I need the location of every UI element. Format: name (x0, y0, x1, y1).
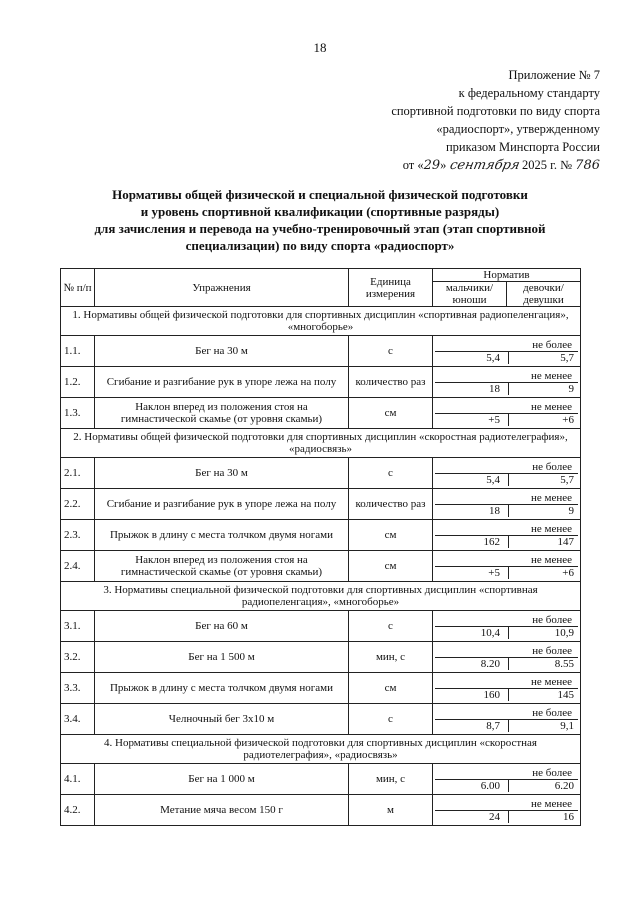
header-norm: Норматив (433, 269, 581, 282)
row-number: 1.2. (61, 367, 95, 398)
norm-qualifier: не более (435, 339, 578, 352)
boys-value: 162 (435, 536, 509, 548)
girls-value: 6.20 (554, 779, 574, 792)
norm-values (435, 505, 578, 517)
table-row (61, 458, 581, 489)
row-number: 2.3. (61, 520, 95, 551)
unit-cell: мин, с (349, 642, 433, 673)
girls-value: +6 (562, 566, 574, 579)
row-number: 3.1. (61, 611, 95, 642)
appendix-line: Приложение № 7 (508, 68, 600, 82)
unit-cell: см (349, 520, 433, 551)
exercise-name: Наклон вперед из положения стоя на гимнастической скамье (от уровня скамьи) (95, 398, 349, 429)
exercise-name: Бег на 60 м (95, 611, 349, 642)
girls-value: 9 (568, 382, 574, 395)
norm-cell (433, 764, 581, 795)
girls-value: 9 (568, 504, 574, 517)
norm-cell (433, 673, 581, 704)
norm-qualifier: не более (435, 707, 578, 720)
boys-value: 8.20 (435, 658, 509, 670)
exercise-name: Прыжок в длину с места толчком двумя ногами (95, 673, 349, 704)
date-prefix: от « (402, 158, 424, 172)
norm-values (435, 352, 578, 364)
row-number: 4.2. (61, 795, 95, 826)
appendix-date-line (340, 156, 600, 175)
appendix-block (340, 66, 600, 175)
row-number: 1.3. (61, 398, 95, 429)
header-unit: Единица измерения (349, 269, 433, 307)
table-row (61, 795, 581, 826)
table-row (61, 367, 581, 398)
appendix-line: приказом Минспорта России (445, 140, 600, 154)
section-title: 3. Нормативы специальной физической подготовки для спортивных дисциплин «спортивная радиопеленгация», «многоборье» (61, 582, 581, 611)
section-row (61, 429, 581, 458)
row-number: 2.2. (61, 489, 95, 520)
norm-values (435, 811, 578, 823)
table-row (61, 520, 581, 551)
unit-cell: см (349, 673, 433, 704)
table-row (61, 551, 581, 582)
header-num: № п/п (61, 269, 95, 307)
unit-cell: см (349, 551, 433, 582)
norm-qualifier: не менее (435, 401, 578, 414)
row-number: 3.2. (61, 642, 95, 673)
exercise-name: Бег на 30 м (95, 458, 349, 489)
norm-values (435, 689, 578, 701)
section-row (61, 307, 581, 336)
norm-qualifier: не более (435, 645, 578, 658)
appendix-line: «радиоспорт», утвержденному (436, 122, 600, 136)
norm-qualifier: не более (435, 614, 578, 627)
norm-values (435, 567, 578, 579)
row-number: 2.4. (61, 551, 95, 582)
date-sep: » (440, 158, 447, 172)
girls-value: +6 (562, 413, 574, 426)
boys-value: 8,7 (435, 720, 509, 732)
boys-value: 6.00 (435, 780, 509, 792)
section-row (61, 735, 581, 764)
row-number: 1.1. (61, 336, 95, 367)
handwritten-month: сентября (448, 158, 521, 173)
standards-table (60, 268, 581, 826)
exercise-name: Метание мяча весом 150 г (95, 795, 349, 826)
norm-qualifier: не менее (435, 554, 578, 567)
row-number: 2.1. (61, 458, 95, 489)
table-row (61, 489, 581, 520)
row-number: 4.1. (61, 764, 95, 795)
boys-value: 5,4 (435, 352, 509, 364)
boys-value: +5 (435, 414, 509, 426)
table-row (61, 764, 581, 795)
exercise-name: Бег на 1 500 м (95, 642, 349, 673)
boys-value: 18 (435, 383, 509, 395)
document-title (40, 186, 600, 254)
girls-value: 5,7 (560, 473, 574, 486)
norm-cell (433, 336, 581, 367)
boys-value: 10,4 (435, 627, 509, 639)
norm-qualifier: не менее (435, 370, 578, 383)
year-text: 2025 г. № (522, 158, 573, 172)
header-exercise: Упражнения (95, 269, 349, 307)
unit-cell: с (349, 704, 433, 735)
exercise-name: Сгибание и разгибание рук в упоре лежа на полу (95, 367, 349, 398)
girls-value: 9,1 (560, 719, 574, 732)
unit-cell: с (349, 336, 433, 367)
norm-cell (433, 489, 581, 520)
norm-values (435, 658, 578, 670)
table-row (61, 704, 581, 735)
unit-cell: количество раз (349, 367, 433, 398)
exercise-name: Наклон вперед из положения стоя на гимнастической скамье (от уровня скамьи) (95, 551, 349, 582)
norm-cell (433, 642, 581, 673)
boys-value: 5,4 (435, 474, 509, 486)
boys-value: 18 (435, 505, 509, 517)
girls-value: 16 (563, 810, 574, 823)
table-row (61, 398, 581, 429)
unit-cell: м (349, 795, 433, 826)
table-row (61, 611, 581, 642)
norm-cell (433, 398, 581, 429)
appendix-line: спортивной подготовки по виду спорта (391, 104, 600, 118)
section-row (61, 582, 581, 611)
title-line: и уровень спортивной квалификации (спортивные разряды) (140, 204, 500, 219)
norm-cell (433, 520, 581, 551)
title-line: для зачисления и перевода на учебно-тренировочный этап (этап спортивной (94, 221, 546, 236)
header-girls: девочки/ девушки (507, 282, 581, 307)
girls-value: 145 (557, 688, 574, 701)
norm-qualifier: не более (435, 461, 578, 474)
handwritten-day: 29 (423, 158, 441, 173)
exercise-name: Сгибание и разгибание рук в упоре лежа на полу (95, 489, 349, 520)
appendix-line: к федеральному стандарту (458, 86, 600, 100)
table-row (61, 336, 581, 367)
norm-values (435, 383, 578, 395)
exercise-name: Прыжок в длину с места толчком двумя ногами (95, 520, 349, 551)
norm-cell (433, 367, 581, 398)
unit-cell: с (349, 611, 433, 642)
exercise-name: Бег на 1 000 м (95, 764, 349, 795)
title-line: Нормативы общей физической и специальной физической подготовки (112, 187, 528, 202)
girls-value: 10,9 (554, 626, 574, 639)
norm-values (435, 474, 578, 486)
title-line: специализации) по виду спорта «радиоспорт» (185, 238, 455, 253)
girls-value: 147 (557, 535, 574, 548)
exercise-name: Челночный бег 3х10 м (95, 704, 349, 735)
norm-qualifier: не менее (435, 676, 578, 689)
norm-values (435, 720, 578, 732)
norm-cell (433, 458, 581, 489)
section-title: 4. Нормативы специальной физической подготовки для спортивных дисциплин «скоростная радиотелеграфия», «радиосвязь» (61, 735, 581, 764)
unit-cell: количество раз (349, 489, 433, 520)
norm-cell (433, 551, 581, 582)
norm-cell (433, 795, 581, 826)
boys-value: 160 (435, 689, 509, 701)
norm-values (435, 536, 578, 548)
section-title: 2. Нормативы общей физической подготовки для спортивных дисциплин «скоростная радиотелеграфия», «радиосвязь» (61, 429, 581, 458)
header-boys: мальчики/ юноши (433, 282, 507, 307)
table-row (61, 673, 581, 704)
unit-cell: см (349, 398, 433, 429)
norm-values (435, 780, 578, 792)
row-number: 3.4. (61, 704, 95, 735)
norm-values (435, 414, 578, 426)
norm-cell (433, 611, 581, 642)
page-number: 18 (313, 40, 327, 55)
section-title: 1. Нормативы общей физической подготовки для спортивных дисциплин «спортивная радиопеленгация», «многоборье» (61, 307, 581, 336)
row-number: 3.3. (61, 673, 95, 704)
girls-value: 8.55 (554, 657, 574, 670)
table-row (61, 642, 581, 673)
boys-value: +5 (435, 567, 509, 579)
exercise-name: Бег на 30 м (95, 336, 349, 367)
norm-qualifier: не менее (435, 492, 578, 505)
unit-cell: мин, с (349, 764, 433, 795)
norm-qualifier: не менее (435, 523, 578, 536)
handwritten-order-number: 786 (575, 158, 600, 173)
norm-values (435, 627, 578, 639)
norm-cell (433, 704, 581, 735)
boys-value: 24 (435, 811, 509, 823)
girls-value: 5,7 (560, 351, 574, 364)
norm-qualifier: не менее (435, 798, 578, 811)
norm-qualifier: не более (435, 767, 578, 780)
unit-cell: с (349, 458, 433, 489)
